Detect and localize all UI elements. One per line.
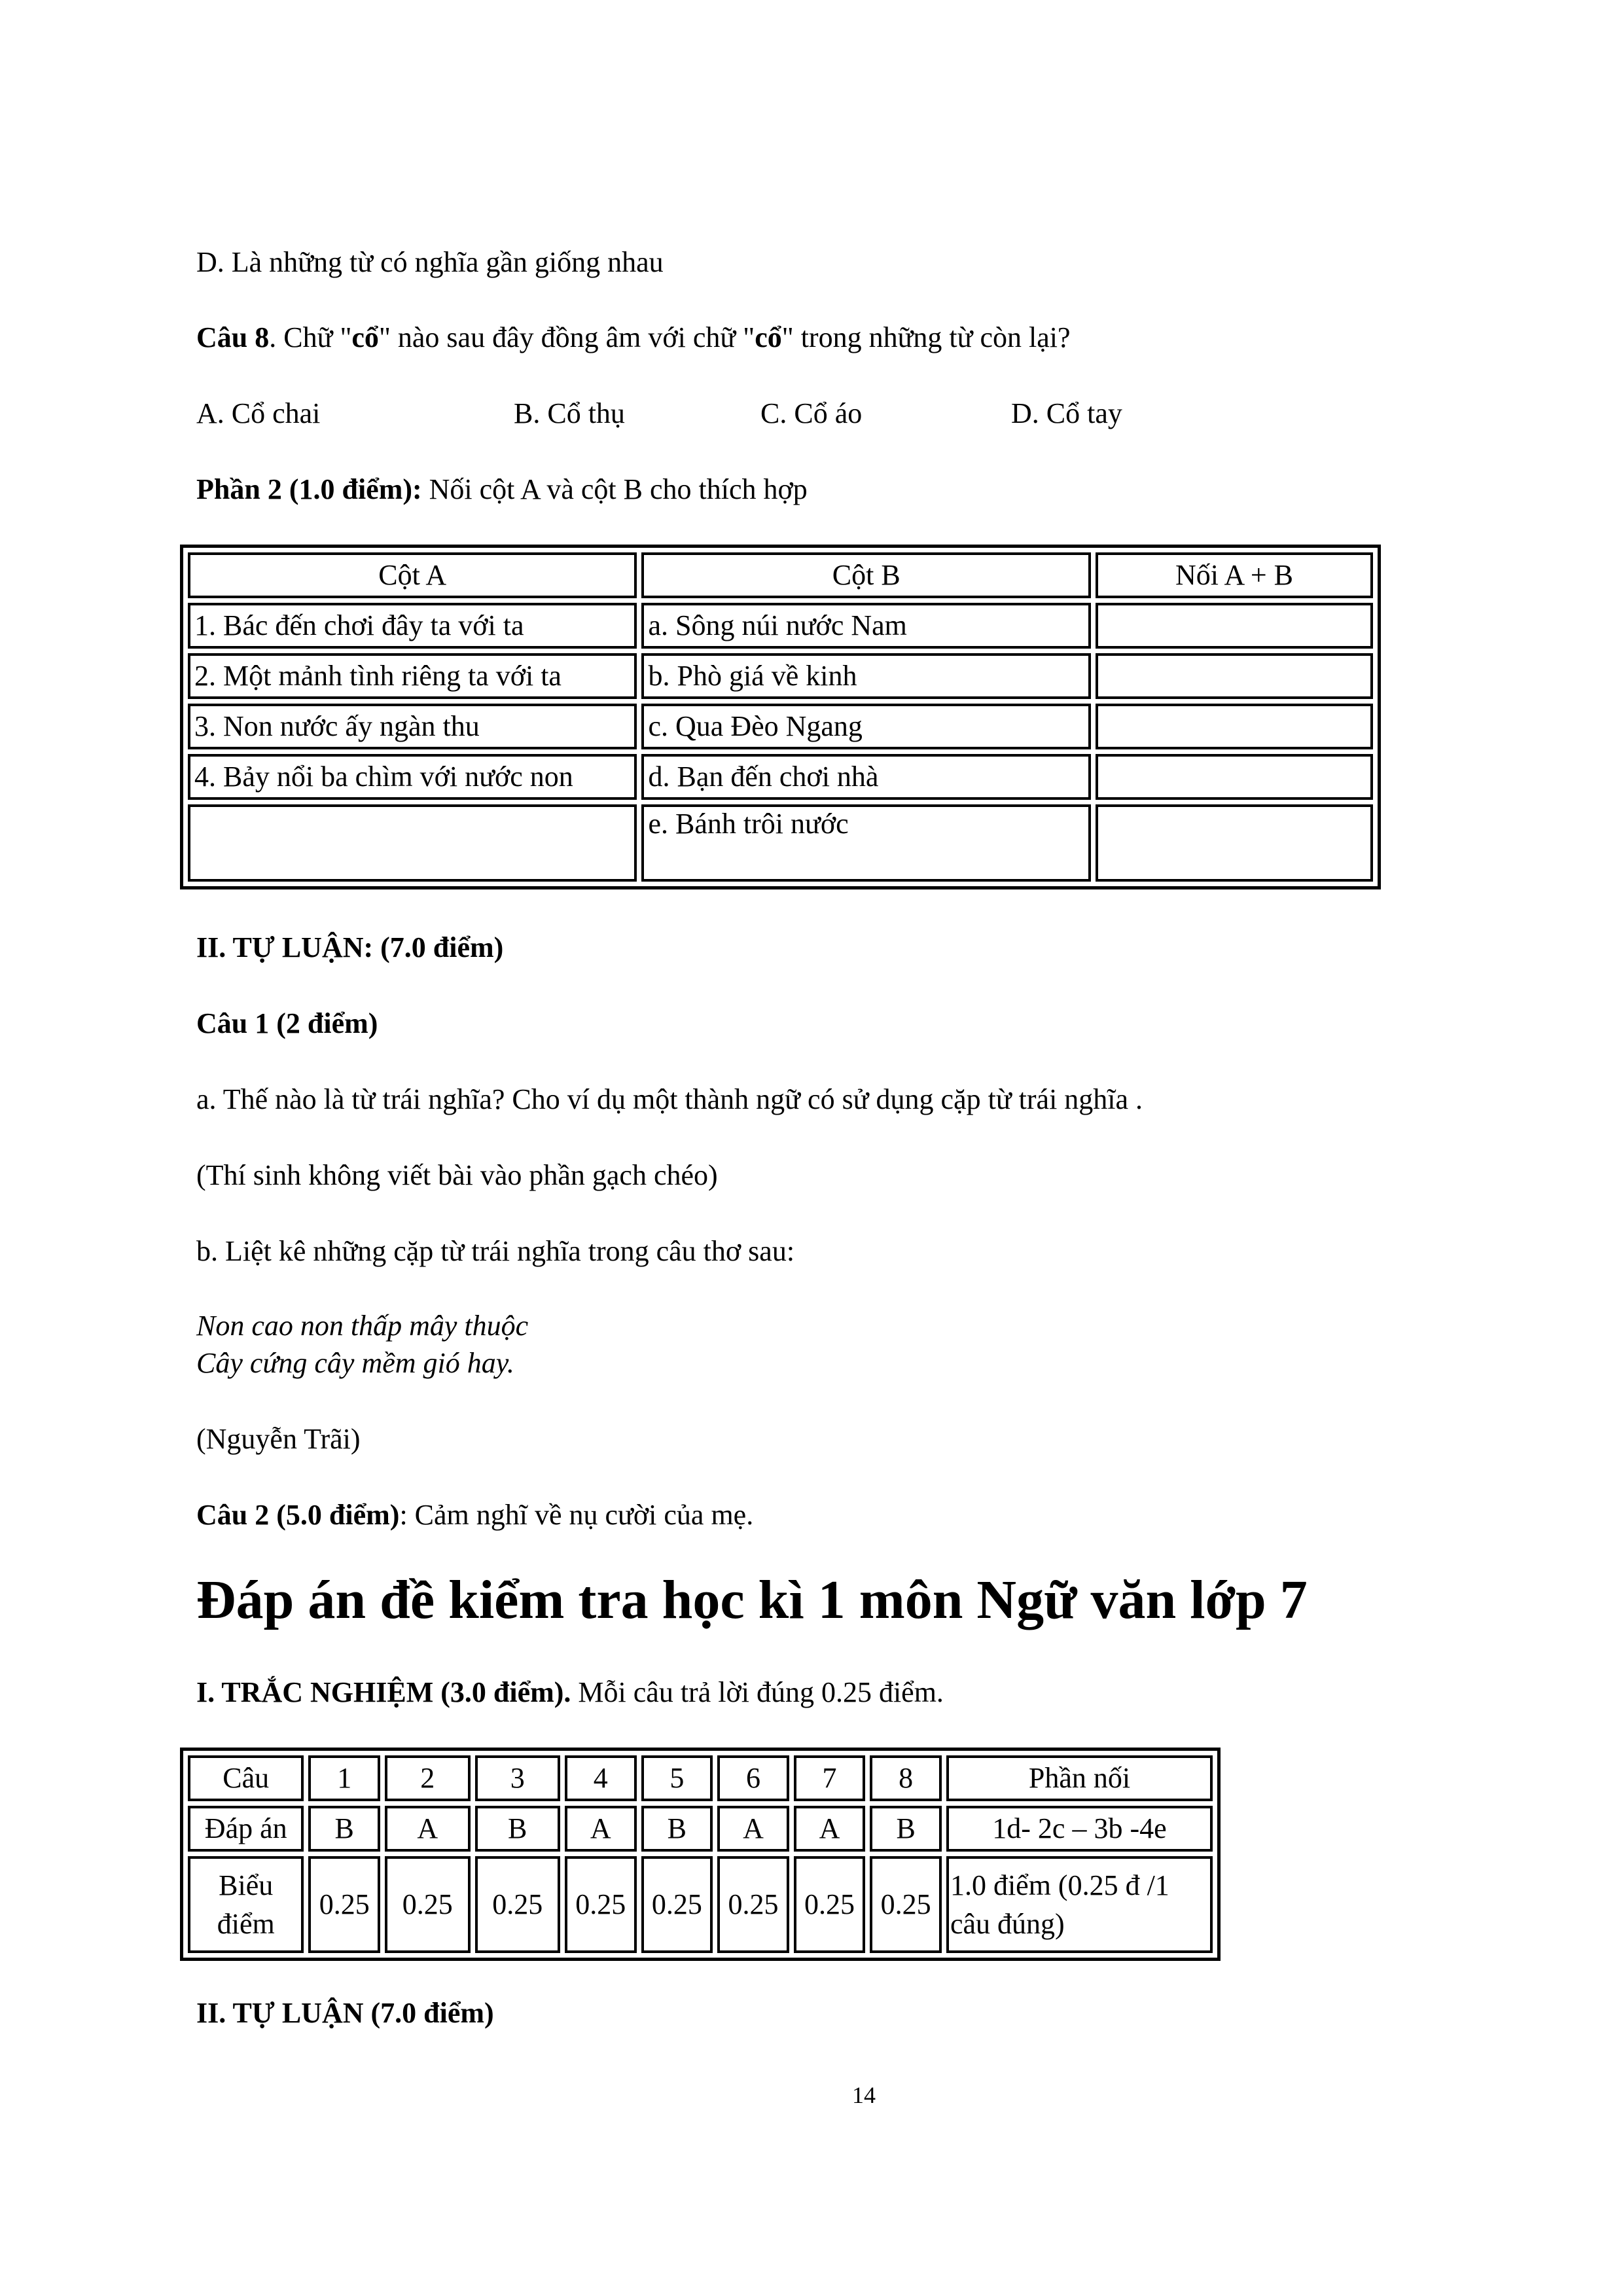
q8-option-d: D. Cổ tay — [1011, 397, 1122, 429]
table-row-question — [188, 1755, 1213, 1801]
header-match: Nối A + B — [1096, 552, 1373, 598]
cell: 0.25 — [308, 1856, 380, 1953]
q8-label: Câu 8 — [196, 321, 270, 353]
cell: B — [308, 1806, 380, 1852]
page-number: 14 — [852, 2082, 876, 2108]
cell: 5 — [641, 1755, 713, 1801]
table-header-row — [188, 552, 1373, 598]
table-row — [188, 653, 1373, 699]
col-b-cell: d. Bạn đến chơi nhà — [641, 754, 1090, 800]
col-a-cell: 3. Non nước ấy ngàn thu — [188, 704, 637, 749]
option-d-q7: D. Là những từ có nghĩa gần giống nhau — [196, 246, 664, 278]
matching-table — [180, 545, 1381, 889]
q8-option-c: C. Cổ áo — [760, 397, 863, 429]
essay-q1b: b. Liệt kê những cặp từ trái nghĩa trong câu thơ sau: — [196, 1235, 795, 1267]
q8-text-b: " nào sau đây đồng âm với chữ " — [378, 321, 755, 353]
match-answer-cell[interactable] — [1096, 653, 1373, 699]
col-a-cell: 2. Một mảnh tình riêng ta với ta — [188, 653, 637, 699]
col-b-cell: e. Bánh trôi nước — [641, 804, 1090, 882]
cell: 0.25 — [641, 1856, 713, 1953]
cell: 0.25 — [717, 1856, 789, 1953]
cell: 2 — [385, 1755, 470, 1801]
cell: 8 — [870, 1755, 942, 1801]
cell: A — [565, 1806, 637, 1852]
cell: Phần nối — [946, 1755, 1213, 1801]
q8-option-a: A. Cổ chai — [196, 397, 321, 429]
header-col-b: Cột B — [641, 552, 1090, 598]
cell: A — [794, 1806, 866, 1852]
table-row-answer — [188, 1806, 1213, 1852]
mc-text: Mỗi câu trả lời đúng 0.25 điểm. — [571, 1676, 944, 1708]
cell: A — [385, 1806, 470, 1852]
table-row — [188, 804, 1373, 882]
poem-author: (Nguyễn Trãi) — [196, 1423, 361, 1455]
answer-key-title: Đáp án đề kiểm tra học kì 1 môn Ngữ văn lớp 7 — [196, 1570, 1308, 1630]
cell: B — [641, 1806, 713, 1852]
match-answer-cell[interactable] — [1096, 804, 1373, 882]
table-row — [188, 603, 1373, 649]
question-8 — [196, 321, 1071, 355]
cell: 4 — [565, 1755, 637, 1801]
mc-label: I. TRẮC NGHIỆM (3.0 điểm). — [196, 1676, 571, 1708]
header-col-a: Cột A — [188, 552, 637, 598]
cell: 0.25 — [794, 1856, 866, 1953]
essay-q1-label: Câu 1 (2 điểm) — [196, 1007, 378, 1039]
col-a-cell: 4. Bảy nổi ba chìm với nước non — [188, 754, 637, 800]
cell-label: Biểu điểm — [188, 1856, 304, 1953]
mc-instruction — [196, 1676, 944, 1710]
cell: 1d- 2c – 3b -4e — [946, 1806, 1213, 1852]
cell: 0.25 — [565, 1856, 637, 1953]
essay-q1a: a. Thế nào là từ trái nghĩa? Cho ví dụ một thành ngữ có sử dụng cặp từ trái nghĩa . — [196, 1083, 1143, 1115]
q8-option-b: B. Cổ thụ — [514, 397, 625, 429]
essay-note: (Thí sinh không viết bài vào phần gạch chéo) — [196, 1159, 718, 1191]
cell: 0.25 — [870, 1856, 942, 1953]
q8-word2: cổ — [755, 321, 782, 353]
cell: B — [870, 1806, 942, 1852]
col-b-cell: c. Qua Đèo Ngang — [641, 704, 1090, 749]
cell-label: Đáp án — [188, 1806, 304, 1852]
table-row — [188, 704, 1373, 749]
q8-word1: cổ — [351, 321, 379, 353]
essay-q2-text: : Cảm nghĩ về nụ cười của mẹ. — [399, 1499, 754, 1531]
match-answer-cell[interactable] — [1096, 603, 1373, 649]
col-b-cell: b. Phò giá về kinh — [641, 653, 1090, 699]
col-a-cell: 1. Bác đến chơi đây ta với ta — [188, 603, 637, 649]
match-answer-cell[interactable] — [1096, 754, 1373, 800]
cell: 0.25 — [475, 1856, 560, 1953]
cell: B — [475, 1806, 560, 1852]
essay-heading: II. TỰ LUẬN: (7.0 điểm) — [196, 931, 504, 963]
q8-text-c: " trong những từ còn lại? — [781, 321, 1071, 353]
match-answer-cell[interactable] — [1096, 704, 1373, 749]
poem-line-1: Non cao non thấp mây thuộc — [196, 1310, 529, 1342]
q8-text-a: . Chữ " — [269, 321, 352, 353]
table-row-score — [188, 1856, 1213, 1953]
table-row — [188, 754, 1373, 800]
cell: 0.25 — [385, 1856, 470, 1953]
cell: 3 — [475, 1755, 560, 1801]
cell: 6 — [717, 1755, 789, 1801]
cell: A — [717, 1806, 789, 1852]
cell: 7 — [794, 1755, 866, 1801]
col-b-cell: a. Sông núi nước Nam — [641, 603, 1090, 649]
answer-essay-heading: II. TỰ LUẬN (7.0 điểm) — [196, 1997, 494, 2029]
cell: 1.0 điểm (0.25 đ /1 câu đúng) — [946, 1856, 1213, 1953]
essay-q2 — [196, 1498, 753, 1533]
col-a-cell — [188, 804, 637, 882]
part2-label: Phần 2 (1.0 điểm): — [196, 473, 422, 505]
poem-line-2: Cây cứng cây mềm gió hay. — [196, 1347, 514, 1379]
cell: 1 — [308, 1755, 380, 1801]
part2-text: Nối cột A và cột B cho thích hợp — [421, 473, 808, 505]
essay-q2-label: Câu 2 (5.0 điểm) — [196, 1499, 400, 1531]
cell-label: Câu — [188, 1755, 304, 1801]
answer-table — [180, 1748, 1221, 1961]
part2-instruction — [196, 473, 808, 507]
